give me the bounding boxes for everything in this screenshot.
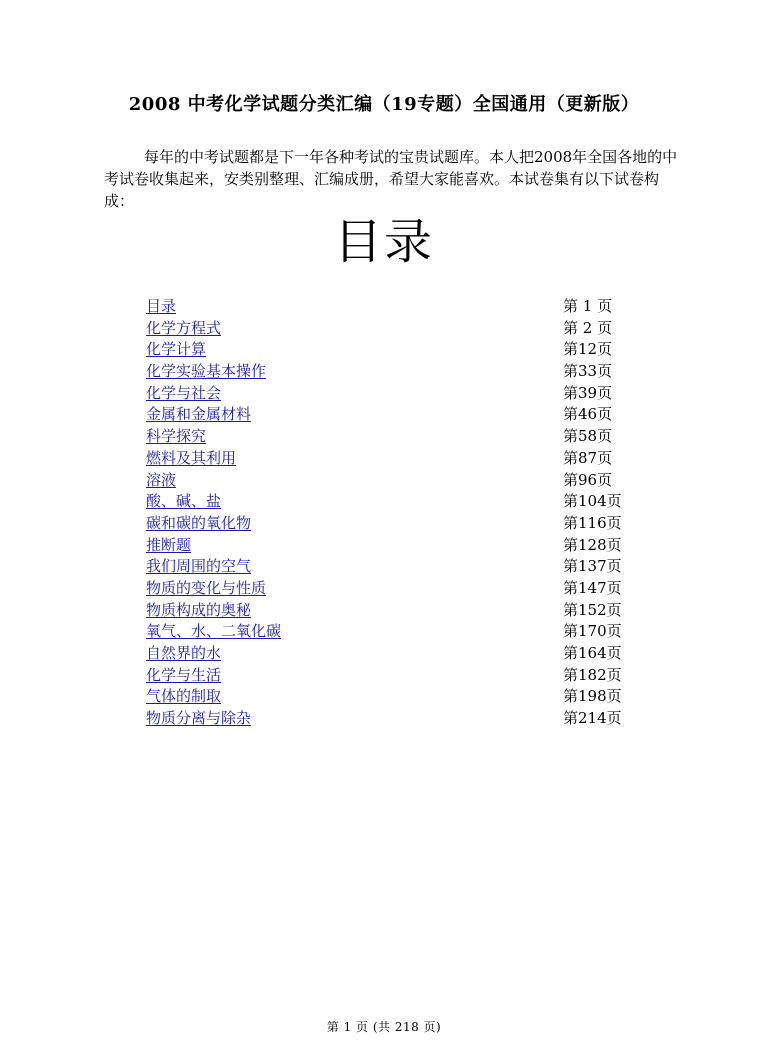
toc-link[interactable]: 酸、碱、盐: [146, 492, 222, 511]
page-footer: 第 1 页 (共 218 页): [326, 1020, 442, 1034]
toc-entry: [146, 535, 646, 557]
toc-entry: [146, 318, 646, 340]
toc-heading: 目录: [333, 214, 434, 270]
toc-link[interactable]: 溶液: [146, 470, 177, 489]
toc-entry: [146, 296, 646, 318]
toc-page-number: 第96页: [563, 470, 613, 489]
toc-link[interactable]: 推断题: [146, 535, 192, 554]
toc-entry: [146, 578, 646, 600]
toc-page-number: 第33页: [563, 362, 613, 381]
toc-page-number: 第214页: [563, 709, 622, 728]
toc-entry: [146, 600, 646, 622]
toc-entry: [146, 491, 646, 513]
toc-page-number: 第12页: [563, 340, 613, 359]
toc-page-number: 第170页: [563, 622, 622, 641]
toc-page-number: 第137页: [563, 557, 622, 576]
toc-entry: [146, 404, 646, 426]
toc-entry: [146, 513, 646, 535]
toc-link[interactable]: 化学计算: [146, 340, 207, 359]
toc-link[interactable]: 我们周围的空气: [146, 557, 252, 576]
toc-link[interactable]: 氧气、水、二氧化碳: [146, 622, 282, 641]
toc-link[interactable]: 气体的制取: [146, 687, 222, 706]
intro-paragraph: [104, 146, 678, 212]
toc-entry: [146, 708, 646, 730]
toc-entry: [146, 383, 646, 405]
toc-link[interactable]: 化学与社会: [146, 383, 222, 402]
toc-link[interactable]: 物质构成的奥秘: [146, 600, 252, 619]
toc-link[interactable]: 燃料及其利用: [146, 448, 237, 467]
toc-link[interactable]: 化学与生活: [146, 665, 222, 684]
toc-link[interactable]: 物质分离与除杂: [146, 709, 252, 728]
toc-page-number: 第147页: [563, 578, 622, 597]
toc-page-number: 第58页: [563, 427, 613, 446]
toc-page-number: 第152页: [563, 600, 622, 619]
toc-link[interactable]: 碳和碳的氧化物: [146, 513, 252, 532]
table-of-contents: [146, 296, 646, 730]
toc-page-number: 第198页: [563, 687, 622, 706]
toc-entry: [146, 643, 646, 665]
toc-link[interactable]: 化学实验基本操作: [146, 362, 267, 381]
toc-link[interactable]: 自然界的水: [146, 644, 222, 662]
toc-link[interactable]: 目录: [146, 297, 177, 315]
intro-text: 每年的中考试题都是下一年各种考试的宝贵试题库。本人把2008年全国各地的中考试卷收集起来，安类别整理、汇编成册，希望大家能喜欢。本试卷集有以下试卷构成：: [104, 148, 678, 210]
toc-page-number: 第 2 页: [563, 318, 613, 337]
toc-link[interactable]: 化学方程式: [146, 318, 222, 337]
toc-entry: [146, 665, 646, 687]
toc-link[interactable]: 科学探究: [146, 427, 207, 446]
document-title: 2008 中考化学试题分类汇编（19专题）全国通用（更新版）: [128, 94, 640, 115]
toc-entry: [146, 361, 646, 383]
toc-entry: [146, 339, 646, 361]
toc-entry: [146, 556, 646, 578]
toc-page-number: 第128页: [563, 535, 622, 554]
toc-page-number: 第182页: [563, 665, 622, 684]
toc-page-number: 第87页: [563, 448, 613, 467]
toc-entry: [146, 426, 646, 448]
toc-page-number: 第39页: [563, 383, 613, 402]
toc-page-number: 第 1 页: [563, 297, 613, 315]
toc-page-number: 第116页: [563, 513, 622, 532]
toc-page-number: 第46页: [563, 405, 613, 424]
toc-entry: [146, 448, 646, 470]
toc-entry: [146, 686, 646, 708]
toc-link[interactable]: 物质的变化与性质: [146, 578, 267, 597]
toc-page-number: 第164页: [563, 644, 622, 662]
toc-link[interactable]: 金属和金属材料: [146, 405, 252, 424]
toc-entry: [146, 621, 646, 643]
toc-entry: [146, 470, 646, 492]
toc-page-number: 第104页: [563, 492, 622, 511]
